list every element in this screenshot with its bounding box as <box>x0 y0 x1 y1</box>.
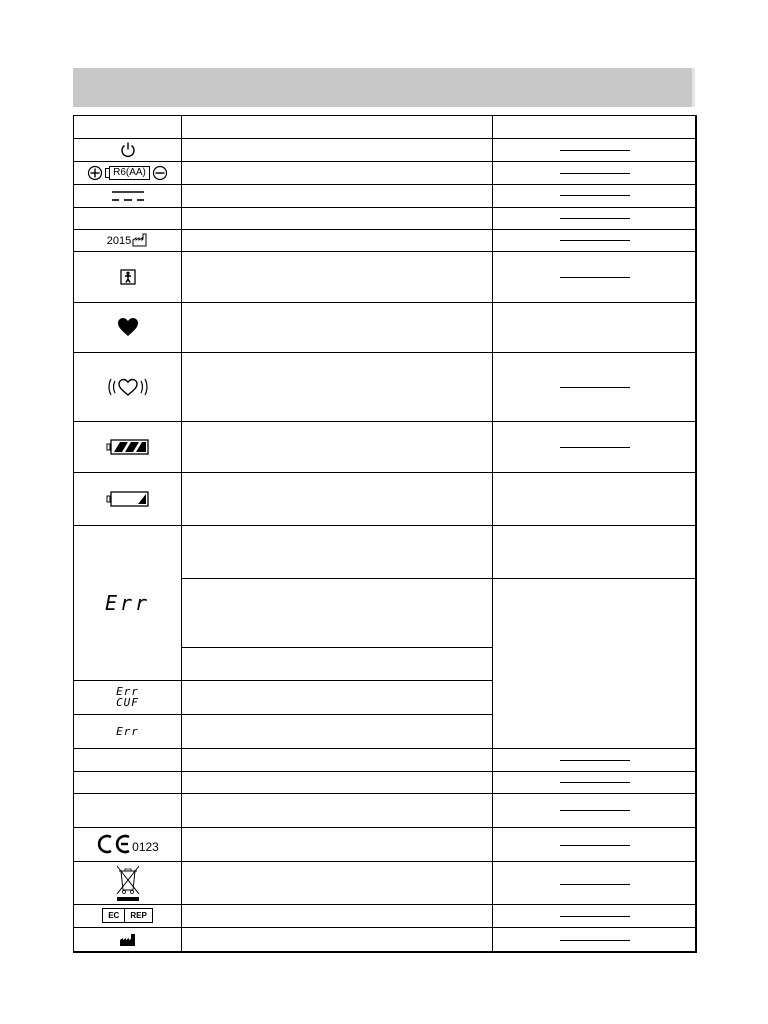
header-bar <box>73 68 695 107</box>
manufacture-year: 2015 <box>106 235 132 247</box>
battery-low-icon <box>74 472 181 525</box>
blank-underline <box>560 240 630 241</box>
manufacture-date-icon <box>74 229 181 251</box>
column-divider-2 <box>492 116 493 951</box>
blank-underline <box>560 150 630 151</box>
cuff-error-line1: Err <box>116 685 139 698</box>
row-divider <box>74 771 696 772</box>
row-divider <box>74 207 696 208</box>
cuff-error-line2: CUF <box>116 696 139 709</box>
blank-underline <box>560 916 630 917</box>
power-icon <box>74 138 181 161</box>
type-bf-applied-part-icon <box>74 251 181 302</box>
plus-terminal-icon <box>87 165 103 181</box>
row-divider <box>181 647 493 648</box>
factory-outline-icon <box>132 233 148 247</box>
error-small-text: Err <box>116 724 139 738</box>
row-divider <box>181 578 696 579</box>
direct-current-icon <box>74 184 181 207</box>
error-code-display <box>74 525 181 680</box>
heart-icon <box>74 302 181 352</box>
row-divider <box>74 748 696 749</box>
rep-label: REP <box>130 911 147 920</box>
blank-underline <box>560 195 630 196</box>
ec-label: EC <box>103 909 125 922</box>
battery-polarity-icon <box>74 161 181 184</box>
error-small-display <box>74 714 181 748</box>
symbols-table <box>73 115 697 953</box>
blank-underline <box>560 845 630 846</box>
irregular-heartbeat-icon <box>74 352 181 421</box>
cuff-error-display <box>74 680 181 714</box>
manufacturer-icon <box>74 927 181 953</box>
blank-underline <box>560 387 630 388</box>
blank-underline <box>560 173 630 174</box>
battery-size-label: R6(AA) <box>109 166 150 180</box>
blank-underline <box>560 782 630 783</box>
blank-underline <box>560 277 630 278</box>
notified-body-number: 0123 <box>132 840 159 854</box>
ec-rep-icon <box>74 904 181 927</box>
blank-underline <box>560 884 630 885</box>
ce-letters-icon <box>96 834 132 854</box>
blank-underline <box>560 810 630 811</box>
row-divider <box>74 793 696 794</box>
error-code-text: Err <box>104 590 151 615</box>
battery-full-icon <box>74 421 181 472</box>
blank-underline <box>560 447 630 448</box>
blank-underline <box>560 760 630 761</box>
column-divider-1 <box>181 116 182 951</box>
weee-bin-icon <box>74 861 181 904</box>
minus-terminal-icon <box>152 165 168 181</box>
blank-underline <box>560 940 630 941</box>
blank-underline <box>560 218 630 219</box>
ce-mark-icon <box>74 827 181 861</box>
